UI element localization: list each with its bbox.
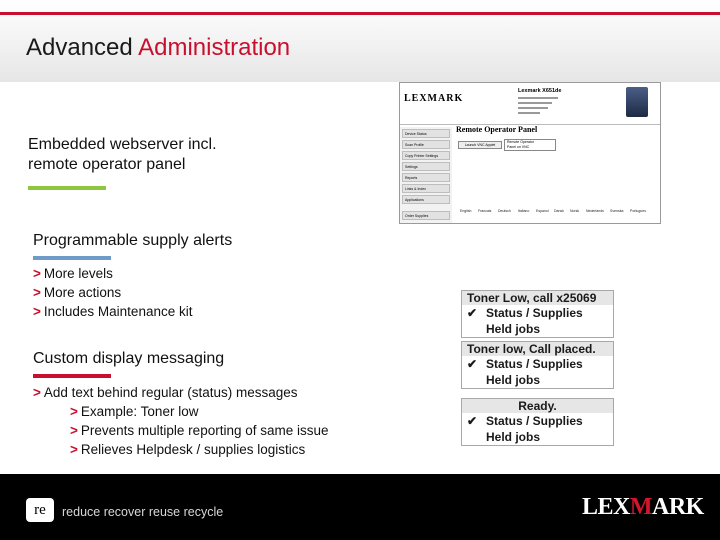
ews-box-line1: Remote Operator — [507, 140, 535, 144]
ews-info-box — [504, 139, 556, 151]
checkmark-icon: ✔ — [467, 306, 478, 320]
bullet-text: Prevents multiple reporting of same issue — [80, 423, 329, 438]
ews-model: Lexmark X651de — [518, 88, 562, 94]
ews-launch-button[interactable]: Launch VNC Applet — [458, 141, 502, 149]
panel-row-held-jobs[interactable] — [462, 372, 613, 388]
bullet-more-actions: > More actions — [33, 285, 122, 300]
ews-header — [400, 83, 660, 125]
logo-part: M — [629, 494, 653, 520]
printer-icon — [626, 87, 648, 117]
ews-nav-item[interactable]: Order Supplies — [402, 211, 450, 220]
panel-header: Toner low, Call placed. — [462, 342, 613, 356]
logo-part: LEX — [582, 494, 630, 520]
sub-bullet-prevents: > Prevents multiple reporting of same issue — [70, 423, 329, 438]
section3-underline — [33, 374, 111, 378]
ews-nav-item[interactable]: Copy Printer Settings — [402, 151, 450, 160]
ews-lang-link[interactable]: Italiano — [518, 209, 530, 213]
ews-lang-link[interactable]: Deutsch — [498, 209, 511, 213]
bullet-text: Add text behind regular (status) messages — [43, 385, 298, 400]
panel-row-label: Held jobs — [486, 373, 541, 387]
title-accent: Administration — [138, 34, 291, 61]
footer-tagline: reduce recover reuse recycle — [62, 505, 224, 519]
checkmark-icon: ✔ — [467, 357, 478, 371]
title-accent-line — [0, 12, 720, 15]
panel-header: Ready. — [462, 399, 613, 413]
panel-header: Toner Low, call x25069 — [462, 291, 613, 305]
ews-panel-title: Remote Operator Panel — [456, 125, 538, 134]
bullet-text: Example: Toner low — [80, 404, 199, 419]
bullet-text: More actions — [43, 285, 122, 300]
bullet-text: Includes Maintenance kit — [43, 304, 193, 319]
ews-nav-item[interactable]: Reports — [402, 173, 450, 182]
bullet-maintenance-kit: > Includes Maintenance kit — [33, 304, 193, 319]
panel-row-label: Status / Supplies — [486, 306, 583, 320]
panel-row-status-supplies[interactable] — [462, 413, 613, 429]
panel-row-held-jobs[interactable] — [462, 321, 613, 337]
panel-row-status-supplies[interactable] — [462, 356, 613, 372]
section1-heading-line1: Embedded webserver incl. — [28, 136, 217, 153]
panel-row-label: Status / Supplies — [486, 414, 583, 428]
ews-nav-item[interactable]: Links & Index — [402, 184, 450, 193]
status-panel-toner-low — [461, 290, 614, 338]
section1-heading-line2: remote operator panel — [28, 156, 186, 173]
ews-nav-item[interactable]: Applications — [402, 195, 450, 204]
ews-lang-link[interactable]: Espanol — [536, 209, 549, 213]
status-panel-ready — [461, 398, 614, 446]
status-panel-call-placed — [461, 341, 614, 389]
ews-box-line2: Panel on VNC — [507, 145, 530, 149]
panel-row-held-jobs[interactable] — [462, 429, 613, 445]
re-logo: re — [26, 498, 54, 522]
ews-language-links — [458, 209, 658, 221]
ews-nav — [400, 127, 452, 223]
sub-bullet-example: > Example: Toner low — [70, 404, 199, 419]
section2-heading: Programmable supply alerts — [33, 232, 233, 249]
bullet-text: More levels — [43, 266, 113, 281]
ews-lang-link[interactable]: Dansk — [554, 209, 564, 213]
section1-underline — [28, 186, 106, 190]
ews-lang-link[interactable]: Nederlands — [586, 209, 604, 213]
ews-nav-item[interactable]: Settings — [402, 162, 450, 171]
checkmark-icon: ✔ — [467, 414, 478, 428]
sub-bullet-relieves: > Relieves Helpdesk / supplies logistics — [70, 442, 306, 457]
ews-logo: LEXMARK — [404, 93, 464, 104]
panel-row-label: Status / Supplies — [486, 357, 583, 371]
bullet-more-levels: > More levels — [33, 266, 113, 281]
ews-lang-link[interactable]: English — [460, 209, 472, 213]
ews-nav-item[interactable]: Scan Profile — [402, 140, 450, 149]
panel-row-label: Held jobs — [486, 322, 541, 336]
ews-lang-link[interactable]: Svenska — [610, 209, 624, 213]
ews-screenshot — [399, 82, 661, 224]
bullet-text: Relieves Helpdesk / supplies logistics — [80, 442, 306, 457]
ews-lang-link[interactable]: Portugues — [630, 209, 646, 213]
panel-row-status-supplies[interactable] — [462, 305, 613, 321]
title-main: Advanced — [26, 34, 133, 61]
bullet-add-text: > Add text behind regular (status) messages — [33, 385, 298, 400]
slide-title — [26, 34, 290, 62]
lexmark-logo — [582, 494, 704, 521]
ews-lang-link[interactable]: Francais — [478, 209, 492, 213]
ews-lang-link[interactable]: Norsk — [570, 209, 580, 213]
logo-part: ARK — [652, 494, 704, 520]
section3-heading: Custom display messaging — [33, 350, 225, 367]
section2-underline — [33, 256, 111, 260]
ews-nav-item[interactable]: Device Status — [402, 129, 450, 138]
section1-heading — [28, 136, 217, 174]
panel-row-label: Held jobs — [486, 430, 541, 444]
